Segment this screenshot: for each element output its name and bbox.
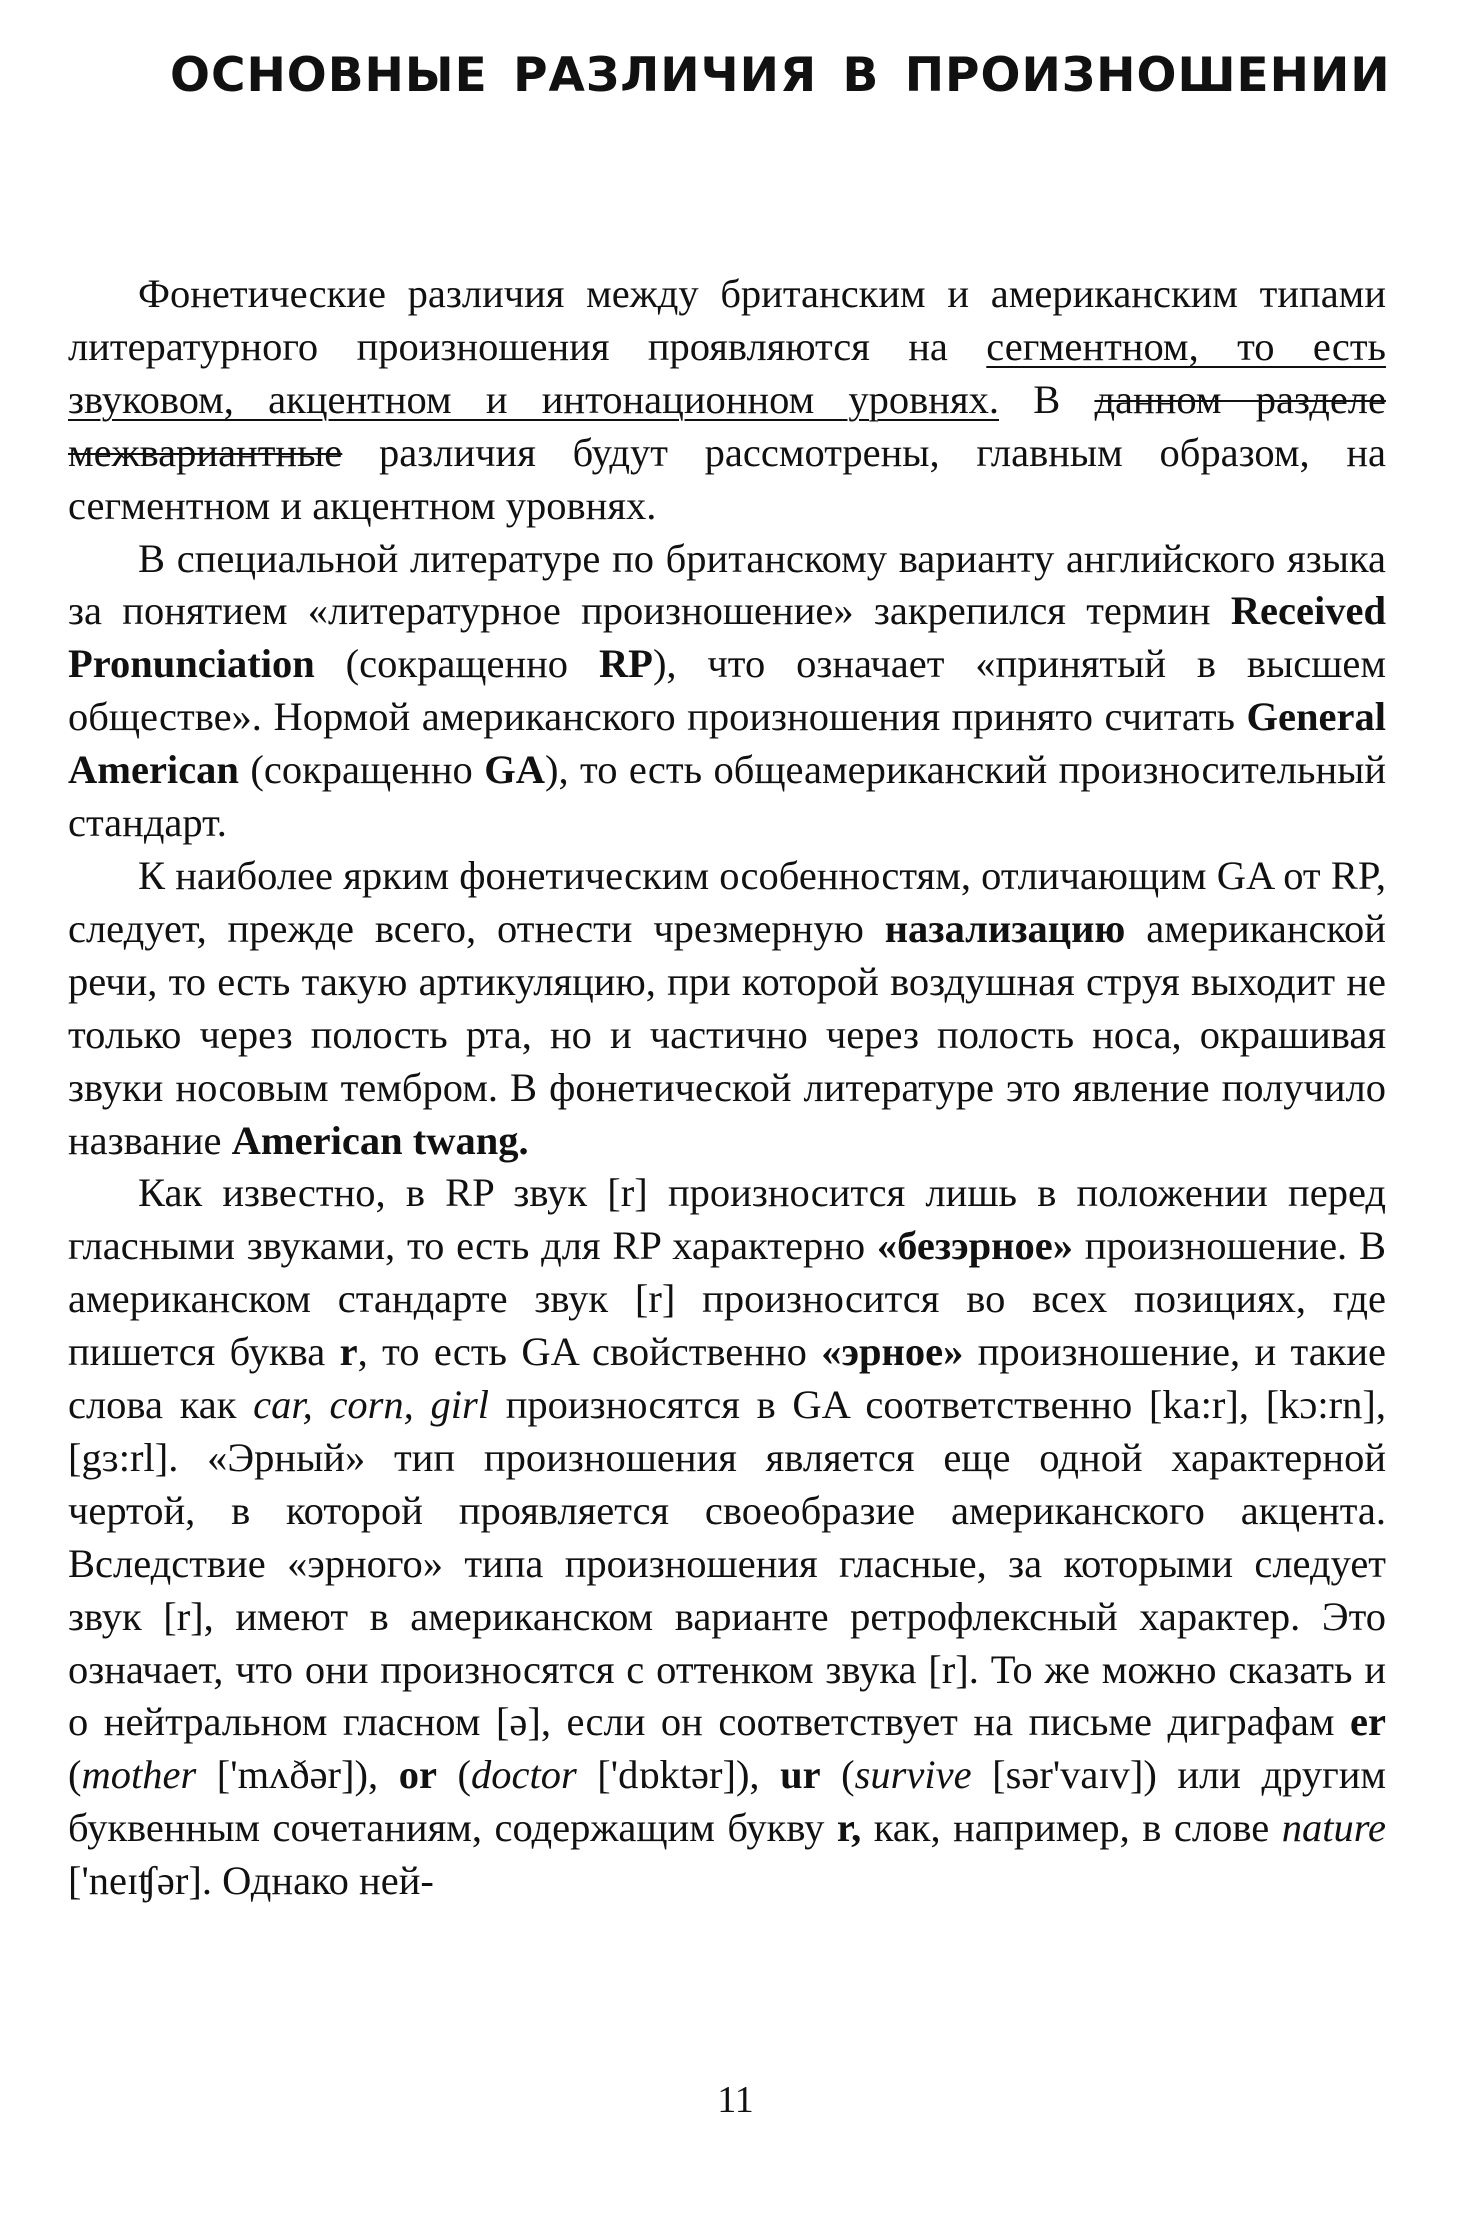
text-span: Фонетические различия между британским и американским типами литературного произношения проявляются на [68, 271, 1386, 369]
text-span: как, например, в слове [861, 1805, 1282, 1851]
text-span: В [998, 376, 1095, 422]
paragraph-2 [68, 533, 1386, 850]
bold-term: or [398, 1752, 437, 1798]
text-span: [sər'vaɪv]) или другим буквенным сочетаниям, содержащим букву [68, 1752, 1386, 1851]
text-span: ['neɪʧər]. Однако ней- [68, 1858, 434, 1904]
bold-term: r, [836, 1805, 862, 1851]
text-span: ( [436, 1752, 471, 1798]
italic-example: doctor [470, 1752, 577, 1798]
text-span: ( [820, 1752, 855, 1798]
text-span: американской речи, то есть такую артикуляцию, при которой воздушная струя выходит не только через полость рта, но и частично через полость носа, окрашивая звуки носовым тембром. В фонетической литературе это явление получило название [68, 905, 1386, 1163]
paragraph-1 [68, 268, 1386, 533]
text-span: (сокращенно [314, 641, 599, 687]
bold-term: ur [780, 1752, 821, 1798]
bold-term: American twang. [231, 1117, 529, 1163]
section-heading: ОСНОВНЫЕ РАЗЛИЧИЯ В ПРОИЗНОШЕНИИ [170, 48, 1391, 103]
bold-term: Received Pronunciation [68, 588, 1386, 687]
text-span: ['mʌðər]), [196, 1752, 399, 1798]
text-span: , то есть GA свойственно [357, 1329, 822, 1375]
bold-term: «эрное» [821, 1329, 964, 1375]
italic-example: nature [1281, 1805, 1386, 1851]
bold-term: «безэрное» [876, 1223, 1073, 1269]
text-span: ['dɒktər]), [576, 1752, 781, 1798]
bold-term: GA [484, 747, 545, 793]
bold-term: RP [598, 641, 653, 687]
italic-example: mother [81, 1752, 197, 1798]
text-span: различия будут рассмотрены, главным образом, на сегментном и акцентном уровнях. [68, 429, 1386, 528]
page-number: 11 [717, 2079, 754, 2121]
text-span: Как известно, в RP звук [r] произносится лишь в положении перед гласными звуками, то есть для RP характерно [68, 1170, 1386, 1269]
text-span: В специальной литературе по британскому варианту английского языка за понятием «литературное произношение» закрепился термин [68, 535, 1386, 634]
italic-example: car, corn, girl [253, 1382, 490, 1428]
text-span: К наиболее ярким фонетическим особенностям, отличающим GA от RP, следует, прежде всего, отнести чрезмерную [68, 852, 1386, 951]
bold-term: назализацию [884, 905, 1126, 951]
text-span: произносятся в GA соответственно [ka:r], [kɔ:rn], [gɜ:rl]. «Эрный» тип произношения является еще одной характерной чертой, в которой проявляется своеобразие американского акцента. Вследствие «эрного» типа произношения гласные, за которыми следует звук [r], имеют в американском варианте ретрофлексный характер. Это означает, что они произносятся с оттенком звука [r]. То же можно сказать и о нейтральном гласном [ə], если он соответствует на письме диграфам [68, 1382, 1387, 1745]
text-span: ), то есть общеамериканский произносительный стандарт. [68, 747, 1387, 846]
italic-example: survive [854, 1752, 972, 1798]
paragraph-3 [68, 850, 1386, 1167]
bold-term: General American [68, 694, 1386, 793]
text-span: (сокращенно [238, 747, 485, 793]
pen-struck-text: данном разделе межвариантные [68, 376, 1386, 475]
pen-underlined-text: сегментном, то есть звуковом, акцентном и интонационном уровнях. [68, 323, 1387, 422]
text-span: ), что означает «принятый в высшем обществе». Нормой американского произношения принято считать [68, 641, 1386, 740]
bold-term: r [339, 1329, 358, 1375]
bold-term: er [1350, 1699, 1386, 1745]
body-text [68, 268, 1386, 1908]
text-span: произношение. В американском стандарте звук [r] произносится во всех позициях, где пишется буква [68, 1223, 1386, 1375]
paragraph-4 [68, 1167, 1386, 1908]
text-span: ( [68, 1752, 82, 1798]
text-span: произношение, и такие слова как [68, 1329, 1386, 1428]
